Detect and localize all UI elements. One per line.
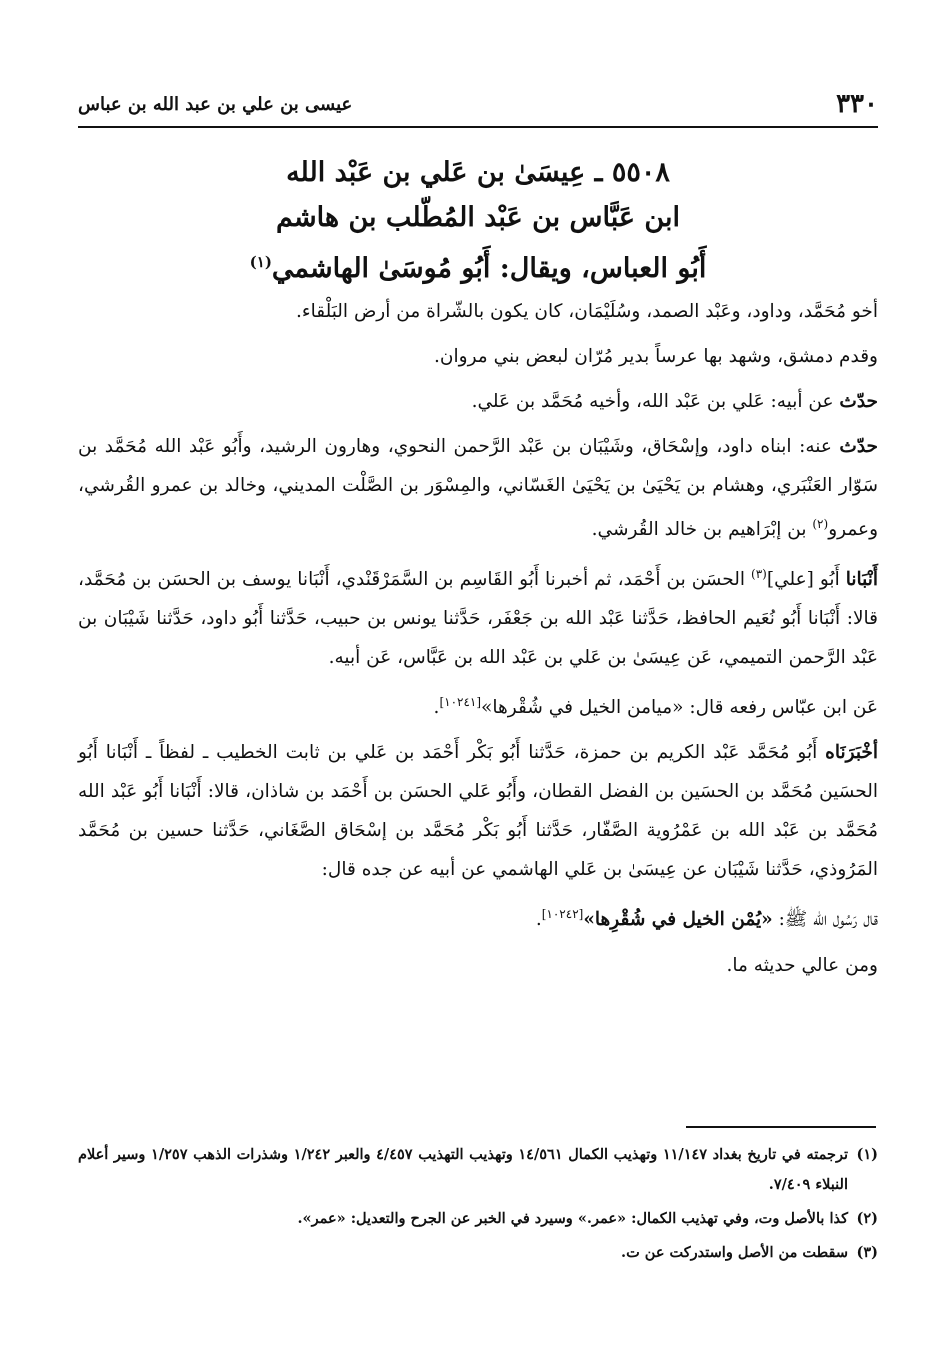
hadith-number: [١٠٢٤١] — [439, 695, 482, 710]
footnote — [78, 1204, 878, 1234]
paragraph-text: أَبُو [علي] — [766, 569, 846, 591]
entry-title — [78, 150, 878, 291]
title-line-2: ابن عَبَّاس بن عَبْد المُطّلب بن هاشم — [276, 202, 680, 233]
footnote-number: (٢) — [856, 1210, 878, 1227]
paragraph — [78, 555, 878, 677]
hadith-text: «يُمْن الخيل في شُقْرِها» — [583, 909, 773, 931]
footnote-divider — [686, 1126, 876, 1128]
paragraph-lead-word: أخْبَرَنَاه — [825, 742, 878, 764]
paragraph-text: قال رَسُول الله ﷺ: — [772, 909, 878, 931]
running-head: عيسى بن علي بن عبد الله بن عباس — [78, 93, 353, 115]
footnote-marker-2: (٢) — [812, 517, 829, 531]
paragraph-text: أَبُو مُحَمَّد عَبْد الكريم بن حمزة، حَدَّثنا أَبُو بَكْر أَحْمَد بن عَلي بن ثابت الخطيب ـ لفظاً ـ أَنْبَانا أَبُو الحسَين مُحَمَّد بن الحسَين بن الفضل القطان، وأَبُو عَلي الحسَن بن أَحْمَد بن شاذان، قالا: أَنْبَانا أَبُو عَبْد الله مُحَمَّد بن عَبْد الله بن عَمْرُوية الصَّفّار، حَدَّثنا أَبُو بَكْر مُحَمَّد بن إسْحَاق الصَّغَاني، حَدَّثنا حسين بن مُحَمَّد المَرُوذي، حَدَّثنا شَيْبَان عن عِيسَىٰ بن عَلي الهاشمي عن أبيه عن جده قال: — [78, 742, 878, 881]
page-header — [78, 82, 878, 128]
paragraph-lead-word: حدّث — [839, 391, 878, 412]
footnote-text: سقطت من الأصل واستدركت عن ت. — [621, 1244, 848, 1261]
page-number: ٣٣٠ — [836, 89, 878, 119]
paragraph-text: الحسَن بن أَحْمَد، ثم أخبرنا أَبُو القَاسِم بن السَّمَرْقَنْدي، أَنْبَانا يوسف بن الحسَن بن مُحَمَّد، قالا: أَنْبَانا أَبُو نُعَيم الحافظ، حَدَّثنا عَبْد الله بن جَعْفَر، حَدَّثنا يونس بن حبيب، حَدَّثنا أَبُو داود، حَدَّثنا شَيْبَان بن عَبْد الرَّحمن التميمي، عَن عِيسَىٰ بن عَلي بن عَبْد الله بن عَبَّاس، عَن أبيه. — [78, 569, 878, 669]
footnote-marker-1: (١) — [249, 253, 272, 271]
paragraph: أخو مُحَمَّد، وداود، وعَبْد الصمد، وسُلَيْمَان، كان يكون بالشّراة من أرض البَلْقاء. — [296, 301, 878, 322]
paragraph — [78, 427, 878, 549]
title-line-1: ٥٥٠٨ ـ عِيسَىٰ بن عَلي بن عَبْد الله — [286, 157, 670, 188]
paragraph-text: عَن ابن عبّاس رفعه قال: «ميامن الخيل في شُقْرها» — [481, 697, 878, 719]
footnote-text: كذا بالأصل وت، وفي تهذيب الكمال: «عمر.» وسيرد في الخبر عن الجرح والتعديل: «عمر». — [297, 1210, 848, 1227]
title-line-3-text: أَبُو العباس، ويقال: أَبُو مُوسَىٰ الهاشمي — [271, 253, 707, 284]
footnote-number: (٣) — [856, 1244, 878, 1261]
paragraph: ومن عالي حديثه ما. — [726, 954, 878, 976]
paragraph-text: . — [535, 909, 542, 931]
hadith-number: [١٠٢٤٢] — [541, 907, 584, 922]
paragraph — [78, 895, 878, 939]
entry-body — [78, 292, 878, 991]
footnote-number: (١) — [856, 1146, 878, 1163]
footnote — [78, 1140, 878, 1200]
paragraph-lead-word: أَنْبَانا — [845, 569, 878, 591]
footnote-text: ترجمته في تاريخ بغداد ١١/١٤٧ وتهذيب الكمال ١٤/٥٦١ وتهذيب التهذيب ٤/٤٥٧ والعبر ١/٢٤٢ وشذرات الذهب ١/٢٥٧ وسير أعلام النبلاء ٧/٤٠٩. — [78, 1146, 848, 1193]
footnote — [78, 1238, 878, 1268]
footnote-marker-3: (٣) — [751, 567, 767, 582]
paragraph-text: عن أبيه: عَلي بن عَبْد الله، وأخيه مُحَمَّد بن عَلي. — [471, 391, 840, 412]
paragraph-text: . — [433, 697, 440, 719]
paragraph-text: عنه: ابناه داود، وإسْحَاق، وشَيْبَان بن عَبْد الرَّحمن النحوي، وهارون الرشيد، وأَبُو عَبْد الله مُحَمَّد بن سَوّار العَنْبَري، وهشام بن يَحْيَىٰ بن يَحْيَىٰ الغَسّاني، والمِسْوَر بن الصَّلْت المديني، وخالد بن عمرو القُرشي، وعمرو — [78, 436, 878, 541]
paragraph: وقدم دمشق، وشهد بها عرساً بدير مُرّان لبعض بني مروان. — [434, 346, 878, 367]
paragraph — [78, 733, 878, 889]
title-line-3 — [78, 240, 878, 291]
paragraph — [78, 683, 878, 727]
paragraph-lead-word: حدّث — [839, 436, 878, 457]
paragraph — [78, 382, 878, 421]
paragraph-text: بن إبْرَاهيم بن خالد القُرشي. — [591, 519, 813, 541]
footnotes — [78, 1140, 878, 1272]
